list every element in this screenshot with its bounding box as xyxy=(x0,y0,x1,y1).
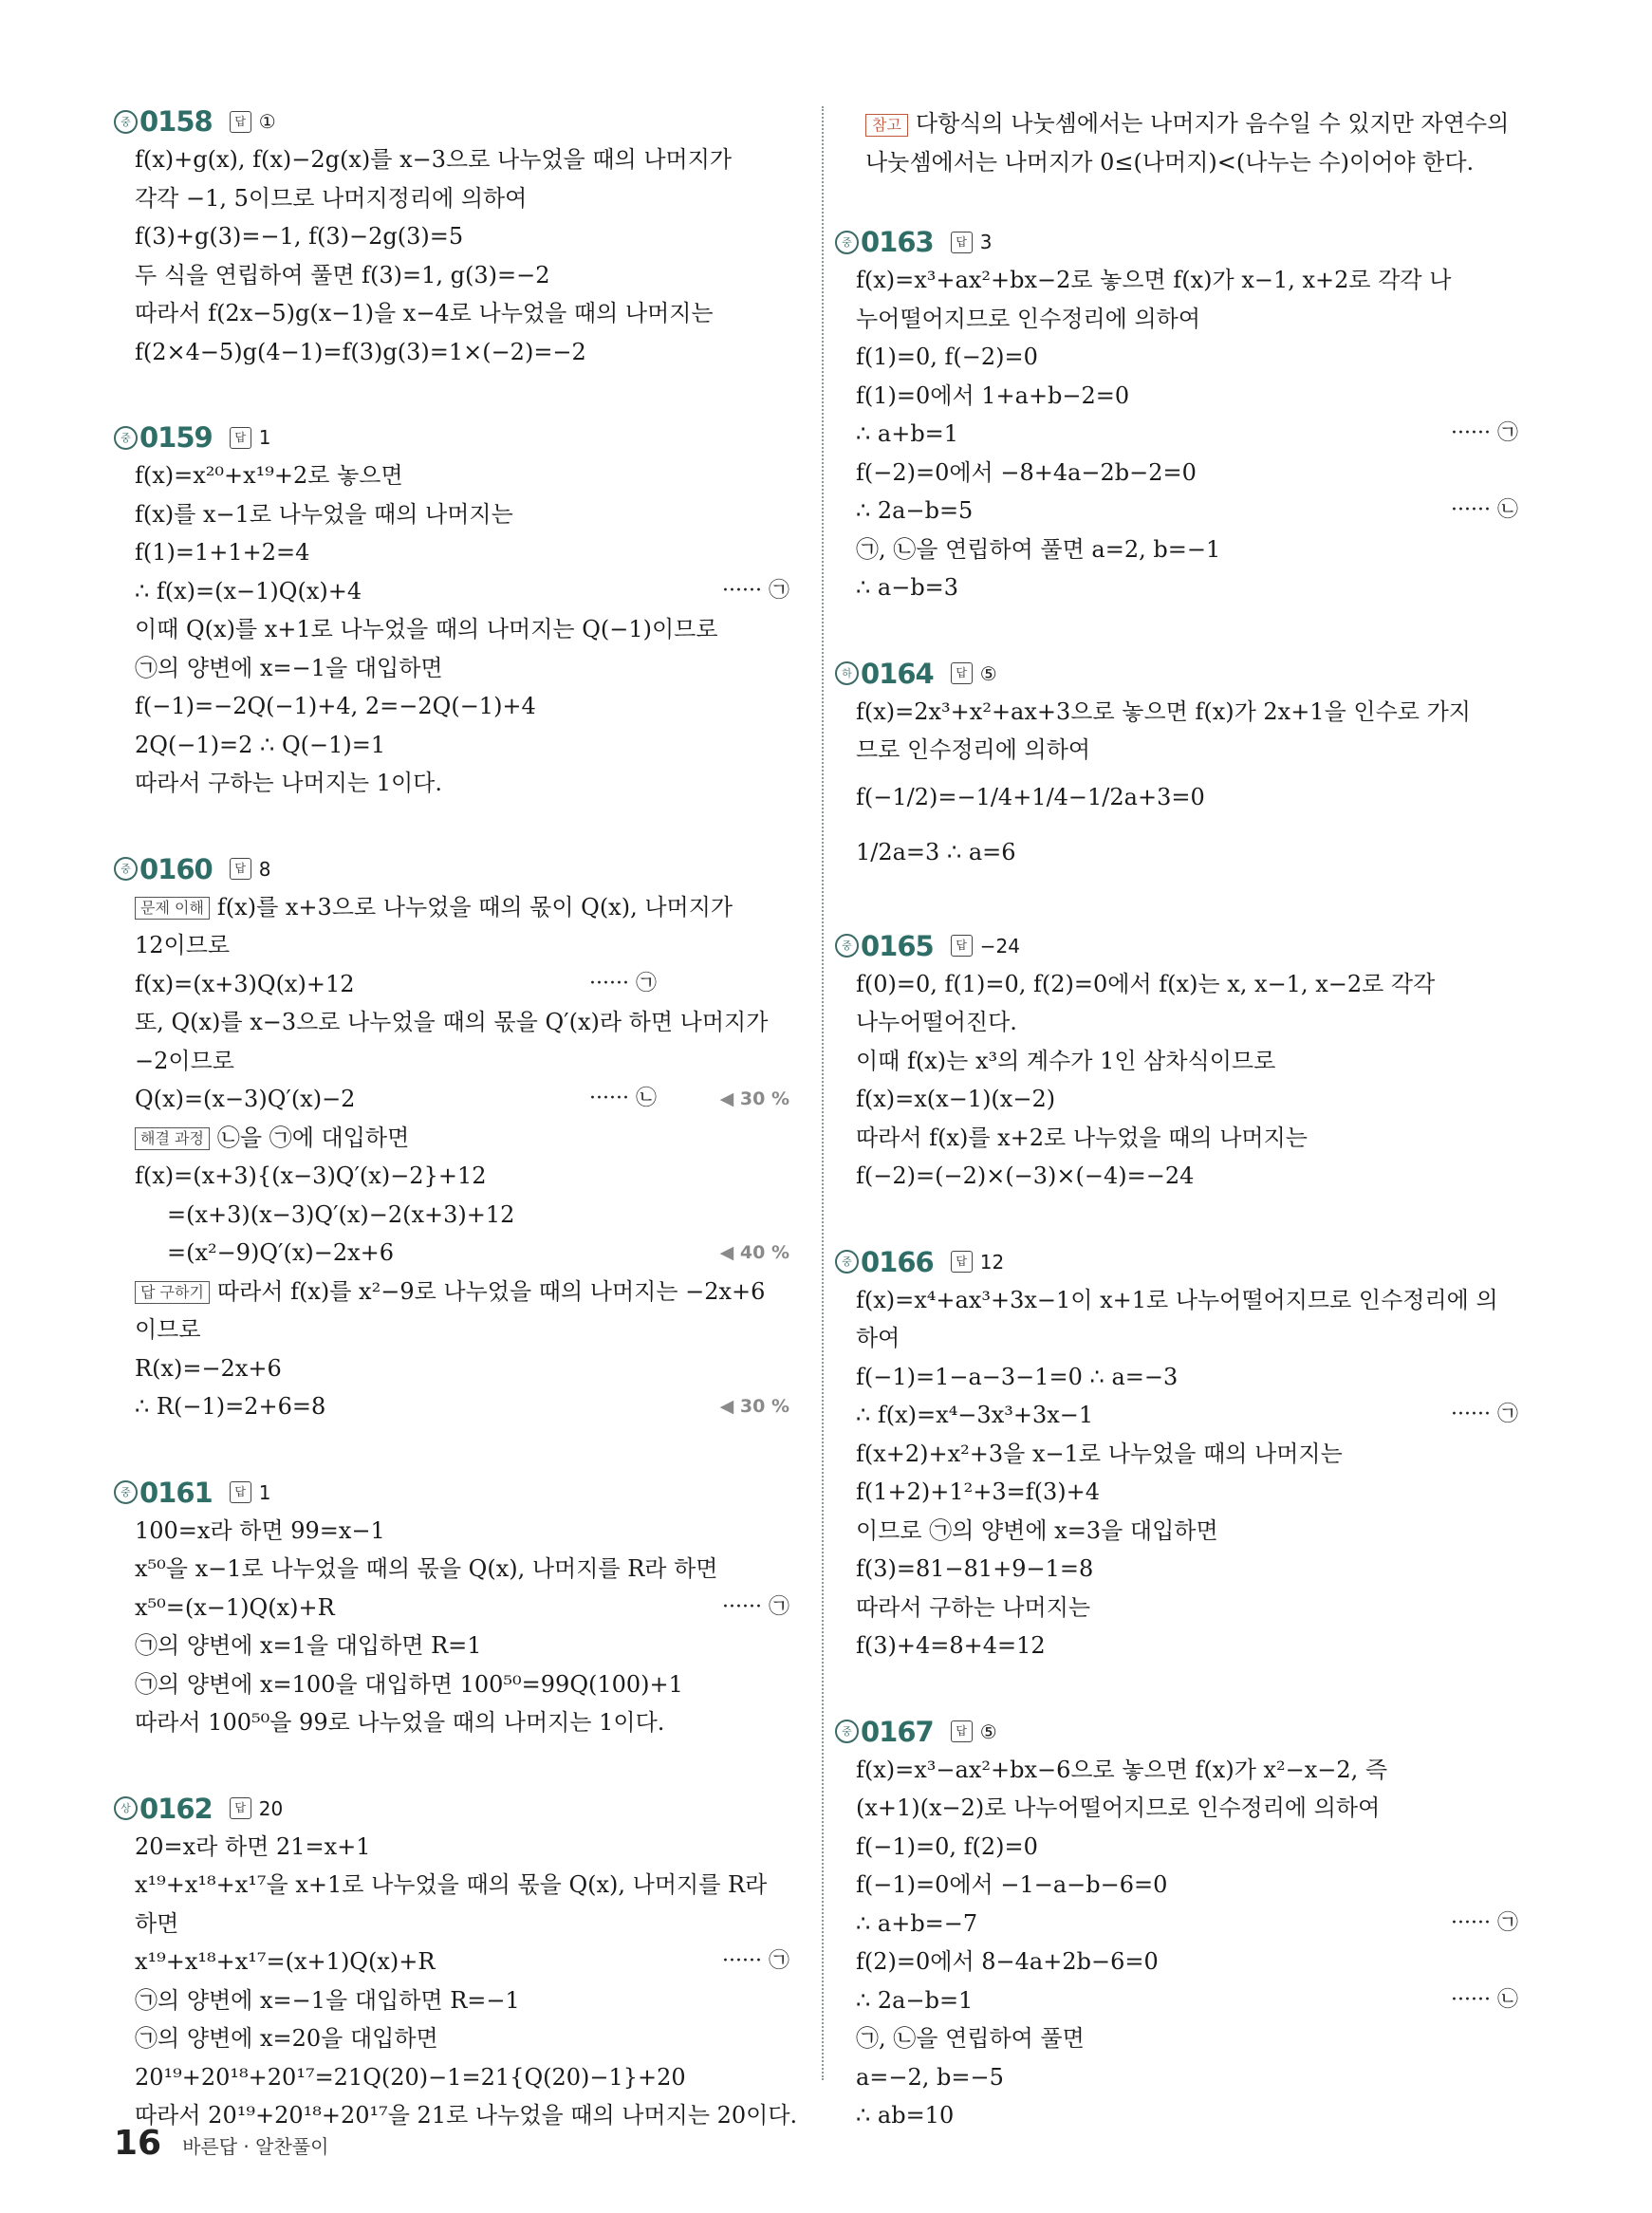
answer-value: 8 xyxy=(258,857,271,881)
answer-icon: 답 xyxy=(951,232,973,253)
solution-line: 따라서 20¹⁹+20¹⁸+20¹⁷을 21로 나누었을 때의 나머지는 20이다. xyxy=(135,2102,798,2129)
equation-tag: ······ ㉡ xyxy=(589,1087,657,1110)
solution-line: ㉠의 양변에 x=−1을 대입하면 R=−1 xyxy=(135,1986,520,2014)
equation-text: =(x²−9)Q′(x)−2x+6 xyxy=(167,1239,395,1266)
answer-icon: 답 xyxy=(230,1481,251,1503)
problem-number: 0165 xyxy=(861,929,934,962)
equation-tag: ······ ㉠ xyxy=(722,1949,789,1973)
solution-line: 따라서 구하는 나머지는 xyxy=(856,1593,1091,1621)
solution-line: a=−2, b=−5 xyxy=(856,2063,1004,2091)
answer-icon: 답 xyxy=(230,427,251,449)
problem-0159 xyxy=(114,420,789,803)
level-badge: 중 xyxy=(835,934,859,958)
solution-line: f(1+2)+1²+3=f(3)+4 xyxy=(856,1478,1101,1505)
note-line xyxy=(835,104,1518,143)
book-title: 바른답 · 알찬풀이 xyxy=(182,2135,329,2158)
answer-value: −24 xyxy=(979,934,1020,958)
answer-value: 3 xyxy=(979,231,993,253)
solution-line: 나누어떨어진다. xyxy=(856,1009,1017,1035)
line-text: f(x)를 x+3으로 나누었을 때의 몫이 Q(x), 나머지가 xyxy=(216,893,733,921)
solution-line: 20¹⁹+20¹⁸+20¹⁷=21Q(20)−1=21{Q(20)−1}+20 xyxy=(135,2063,686,2091)
solution-line: ∴ ab=10 xyxy=(856,2102,955,2129)
solution-line: 이므로 ㉠의 양변에 x=3을 대입하면 xyxy=(856,1516,1218,1544)
equation-tag: ······ ㉠ xyxy=(722,1594,789,1619)
problem-number: 0160 xyxy=(139,852,213,885)
solution-line: f(1)=1+1+2=4 xyxy=(135,539,310,566)
solution-line xyxy=(114,572,789,611)
answer-icon: 답 xyxy=(951,1720,973,1742)
equation-tag: ······ ㉡ xyxy=(1451,1987,1518,2012)
solution-line: =(x+3)(x−3)Q′(x)−2(x+3)+12 xyxy=(167,1200,515,1228)
score-percent: ◀ 40 % xyxy=(719,1242,789,1263)
problem-number: 0159 xyxy=(139,421,213,454)
problem-0165 xyxy=(835,929,1518,1196)
note-text: 다항식의 나눗셈에서는 나머지가 음수일 수 있지만 자연수의 xyxy=(915,110,1510,137)
step-label: 문제 이해 xyxy=(135,897,210,920)
solution-line: f(−1)=−2Q(−1)+4, 2=−2Q(−1)+4 xyxy=(135,693,536,719)
solution-line: f(−1)=0, f(2)=0 xyxy=(856,1832,1038,1860)
answer-value: ⑤ xyxy=(979,1720,997,1743)
solution-line xyxy=(835,1981,1518,2020)
problem-0163 xyxy=(835,225,1518,607)
solution-line xyxy=(114,1080,789,1119)
solution-line: f(3)=81−81+9−1=8 xyxy=(856,1555,1094,1582)
right-column xyxy=(835,104,1518,2185)
answer-icon: 답 xyxy=(230,1797,251,1819)
solution-line: f(3)+g(3)=−1, f(3)−2g(3)=5 xyxy=(135,223,464,250)
line-text: ㉡을 ㉠에 대입하면 xyxy=(216,1124,410,1151)
solution-line: f(x)를 x−1로 나누었을 때의 나머지는 xyxy=(135,500,513,528)
solution-line xyxy=(835,415,1518,454)
equation-tag: ······ ㉠ xyxy=(589,971,657,995)
problem-0160 xyxy=(114,852,789,1426)
solution-line: 20=x라 하면 21=x+1 xyxy=(135,1832,371,1860)
answer-value: 12 xyxy=(979,1250,1005,1274)
problem-number: 0164 xyxy=(861,657,934,690)
problem-0158 xyxy=(114,104,789,371)
solution-line: ㉠의 양변에 x=20을 대입하면 xyxy=(135,2025,438,2052)
level-badge: 중 xyxy=(835,1250,859,1274)
solution-line: −2이므로 xyxy=(135,1047,234,1074)
level-badge: 중 xyxy=(835,1720,859,1743)
equation-text: ∴ f(x)=x⁴−3x³+3x−1 xyxy=(856,1402,1094,1428)
solution-line: f(3)+4=8+4=12 xyxy=(856,1632,1046,1659)
solution-line: f(0)=0, f(1)=0, f(2)=0에서 f(x)는 x, x−1, x−2로 각각 xyxy=(856,970,1436,997)
solution-line xyxy=(114,1234,789,1273)
equation-tag: ······ ㉠ xyxy=(1451,1910,1518,1935)
solution-line: 이므로 xyxy=(135,1316,201,1343)
equation-tag: ······ ㉠ xyxy=(722,578,789,603)
solution-line: f(x)=2x³+x²+ax+3으로 놓으면 f(x)가 2x+1을 인수로 가지 xyxy=(856,697,1471,725)
solution-line xyxy=(835,1396,1518,1435)
solution-line xyxy=(114,965,789,1004)
solution-line: R(x)=−2x+6 xyxy=(135,1354,282,1382)
solution-line: 2Q(−1)=2 ∴ Q(−1)=1 xyxy=(135,731,386,758)
solution-line: 누어떨어지므로 인수정리에 의하여 xyxy=(856,305,1201,332)
solution-line: 따라서 구하는 나머지는 1이다. xyxy=(135,770,442,796)
solution-line: 하면 xyxy=(135,1909,179,1937)
answer-value: ⑤ xyxy=(979,661,997,685)
solution-line: 각각 −1, 5이므로 나머지정리에 의하여 xyxy=(135,184,528,212)
solution-line: f(−1)=0에서 −1−a−b−6=0 xyxy=(856,1871,1168,1898)
solution-line xyxy=(114,1273,789,1311)
problem-number: 0163 xyxy=(861,226,934,258)
note-line: 나눗셈에서는 나머지가 0≤(나머지)<(나누는 수)이어야 한다. xyxy=(865,148,1475,176)
equation-text: f(x)=(x+3)Q(x)+12 xyxy=(135,970,355,997)
equation-text: ∴ 2a−b=5 xyxy=(856,497,974,524)
solution-line: 따라서 f(2x−5)g(x−1)을 x−4로 나누었을 때의 나머지는 xyxy=(135,300,714,326)
solution-line: ㉠의 양변에 x=1을 대입하면 R=1 xyxy=(135,1632,482,1659)
solution-line: f(−2)=(−2)×(−3)×(−4)=−24 xyxy=(856,1162,1195,1189)
problem-number: 0166 xyxy=(861,1245,934,1278)
equation-tag: ······ ㉡ xyxy=(1451,498,1518,522)
problem-number: 0161 xyxy=(139,1476,213,1509)
solution-line: x¹⁹+x¹⁸+x¹⁷을 x+1로 나누었을 때의 몫을 Q(x), 나머지를 R라 xyxy=(135,1871,768,1898)
equation-text: ∴ R(−1)=2+6=8 xyxy=(135,1393,326,1420)
solution-line: 하여 xyxy=(856,1325,900,1351)
solution-line xyxy=(114,1943,789,1981)
problem-0166 xyxy=(835,1245,1518,1665)
solution-line: f(x+2)+x²+3을 x−1로 나누었을 때의 나머지는 xyxy=(856,1440,1343,1467)
solution-line: 두 식을 연립하여 풀면 f(3)=1, g(3)=−2 xyxy=(135,261,550,288)
step-label: 해결 과정 xyxy=(135,1127,210,1150)
solution-line xyxy=(114,1119,789,1158)
solution-line: f(x)=(x+3){(x−3)Q′(x)−2}+12 xyxy=(135,1162,487,1189)
solution-line xyxy=(835,492,1518,530)
level-badge: 중 xyxy=(114,1480,138,1504)
answer-icon: 답 xyxy=(951,662,973,684)
solution-line: f(x)+g(x), f(x)−2g(x)를 x−3으로 나누었을 때의 나머지가 xyxy=(135,146,733,173)
level-badge: 하 xyxy=(835,661,859,685)
solution-line: 100=x라 하면 99=x−1 xyxy=(135,1516,385,1544)
level-badge: 중 xyxy=(114,426,138,450)
answer-icon: 답 xyxy=(951,935,973,957)
answer-value: 1 xyxy=(258,426,271,449)
solution-line: 또, Q(x)를 x−3으로 나누었을 때의 몫을 Q′(x)라 하면 나머지가 xyxy=(135,1009,769,1035)
problem-0164 xyxy=(835,657,1518,880)
solution-line: ㉠의 양변에 x=100을 대입하면 100⁵⁰=99Q(100)+1 xyxy=(135,1670,683,1698)
answer-icon: 답 xyxy=(951,1251,973,1273)
score-percent: ◀ 30 % xyxy=(719,1396,789,1417)
solution-line xyxy=(835,1905,1518,1943)
solution-line: ㉠의 양변에 x=−1을 대입하면 xyxy=(135,654,443,681)
solution-line: 이때 f(x)는 x³의 계수가 1인 삼차식이므로 xyxy=(856,1047,1276,1074)
solution-line xyxy=(114,888,789,927)
solution-line: 이때 Q(x)를 x+1로 나누었을 때의 나머지는 Q(−1)이므로 xyxy=(135,616,718,642)
solution-line: 1/2a=3 ∴ a=6 xyxy=(856,838,1016,865)
note-label: 참고 xyxy=(865,114,908,137)
problem-0167 xyxy=(835,1715,1518,2135)
solution-line: f(x)=x(x−1)(x−2) xyxy=(856,1086,1056,1112)
line-text: 따라서 f(x)를 x²−9로 나누었을 때의 나머지는 −2x+6 xyxy=(216,1277,766,1305)
solution-line: f(x)=x²⁰+x¹⁹+2로 놓으면 xyxy=(135,462,403,489)
equation-text: ∴ f(x)=(x−1)Q(x)+4 xyxy=(135,577,362,604)
reference-note xyxy=(835,104,1518,181)
solution-line: f(1)=0, f(−2)=0 xyxy=(856,344,1038,370)
solution-line: f(2×4−5)g(4−1)=f(3)g(3)=1×(−2)=−2 xyxy=(135,338,586,365)
solution-line: 므로 인수정리에 의하여 xyxy=(856,736,1091,763)
answer-value: 1 xyxy=(258,1480,271,1504)
solution-line xyxy=(114,1589,789,1627)
solution-line: (x+1)(x−2)로 나누어떨어지므로 인수정리에 의하여 xyxy=(856,1795,1381,1821)
solution-line: f(−1/2)=−1/4+1/4−1/2a+3=0 xyxy=(856,783,1205,810)
equation-text: ∴ a+b=1 xyxy=(856,420,959,447)
solution-line: f(1)=0에서 1+a+b−2=0 xyxy=(856,381,1130,409)
solution-line: f(x)=x³−ax²+bx−6으로 놓으면 f(x)가 x²−x−2, 즉 xyxy=(856,1756,1388,1783)
solution-line xyxy=(114,1387,789,1426)
solution-line: f(−2)=0에서 −8+4a−2b−2=0 xyxy=(856,458,1197,486)
problem-number: 0162 xyxy=(139,1792,213,1825)
equation-text: ∴ 2a−b=1 xyxy=(856,1986,974,2014)
problem-0162 xyxy=(114,1792,798,2135)
solution-line: f(2)=0에서 8−4a+2b−6=0 xyxy=(856,1948,1159,1975)
equation-tag: ······ ㉠ xyxy=(1451,421,1518,445)
equation-text: x¹⁹+x¹⁸+x¹⁷=(x+1)Q(x)+R xyxy=(135,1948,436,1975)
equation-text: ∴ a+b=−7 xyxy=(856,1909,978,1937)
equation-text: Q(x)=(x−3)Q′(x)−2 xyxy=(135,1086,356,1112)
level-badge: 중 xyxy=(114,857,138,881)
level-badge: 중 xyxy=(114,110,138,134)
problem-number: 0158 xyxy=(139,105,213,138)
column-divider xyxy=(822,106,824,2080)
solution-line: ㉠, ㉡을 연립하여 풀면 a=2, b=−1 xyxy=(856,535,1221,563)
equation-text: x⁵⁰=(x−1)Q(x)+R xyxy=(135,1593,335,1621)
score-percent: ◀ 30 % xyxy=(719,1088,789,1109)
page-number: 16 xyxy=(114,2124,162,2163)
solution-line: 따라서 100⁵⁰을 99로 나누었을 때의 나머지는 1이다. xyxy=(135,1709,665,1736)
solution-line: ㉠, ㉡을 연립하여 풀면 xyxy=(856,2025,1085,2052)
answer-value: ① xyxy=(258,110,276,133)
solution-line: x⁵⁰을 x−1로 나누었을 때의 몫을 Q(x), 나머지를 R라 하면 xyxy=(135,1555,718,1582)
problem-0161 xyxy=(114,1476,789,1742)
solution-line: 따라서 f(x)를 x+2로 나누었을 때의 나머지는 xyxy=(856,1124,1308,1151)
page-footer xyxy=(114,2124,328,2163)
left-column xyxy=(114,104,798,2185)
answer-icon: 답 xyxy=(230,858,251,880)
level-badge: 상 xyxy=(114,1796,138,1820)
solution-line: 12이므로 xyxy=(135,932,231,958)
solution-line: f(−1)=1−a−3−1=0 ∴ a=−3 xyxy=(856,1363,1179,1390)
solution-line: ∴ a−b=3 xyxy=(856,574,959,601)
equation-tag: ······ ㉠ xyxy=(1451,1403,1518,1426)
solution-line: f(x)=x³+ax²+bx−2로 놓으면 f(x)가 x−1, x+2로 각각 나 xyxy=(856,267,1452,293)
step-label: 답 구하기 xyxy=(135,1281,210,1304)
answer-value: 20 xyxy=(258,1796,284,1820)
answer-icon: 답 xyxy=(230,111,251,133)
solution-line: f(x)=x⁴+ax³+3x−1이 x+1로 나누어떨어지므로 인수정리에 의 xyxy=(856,1286,1498,1313)
level-badge: 중 xyxy=(835,231,859,254)
problem-number: 0167 xyxy=(861,1715,934,1748)
